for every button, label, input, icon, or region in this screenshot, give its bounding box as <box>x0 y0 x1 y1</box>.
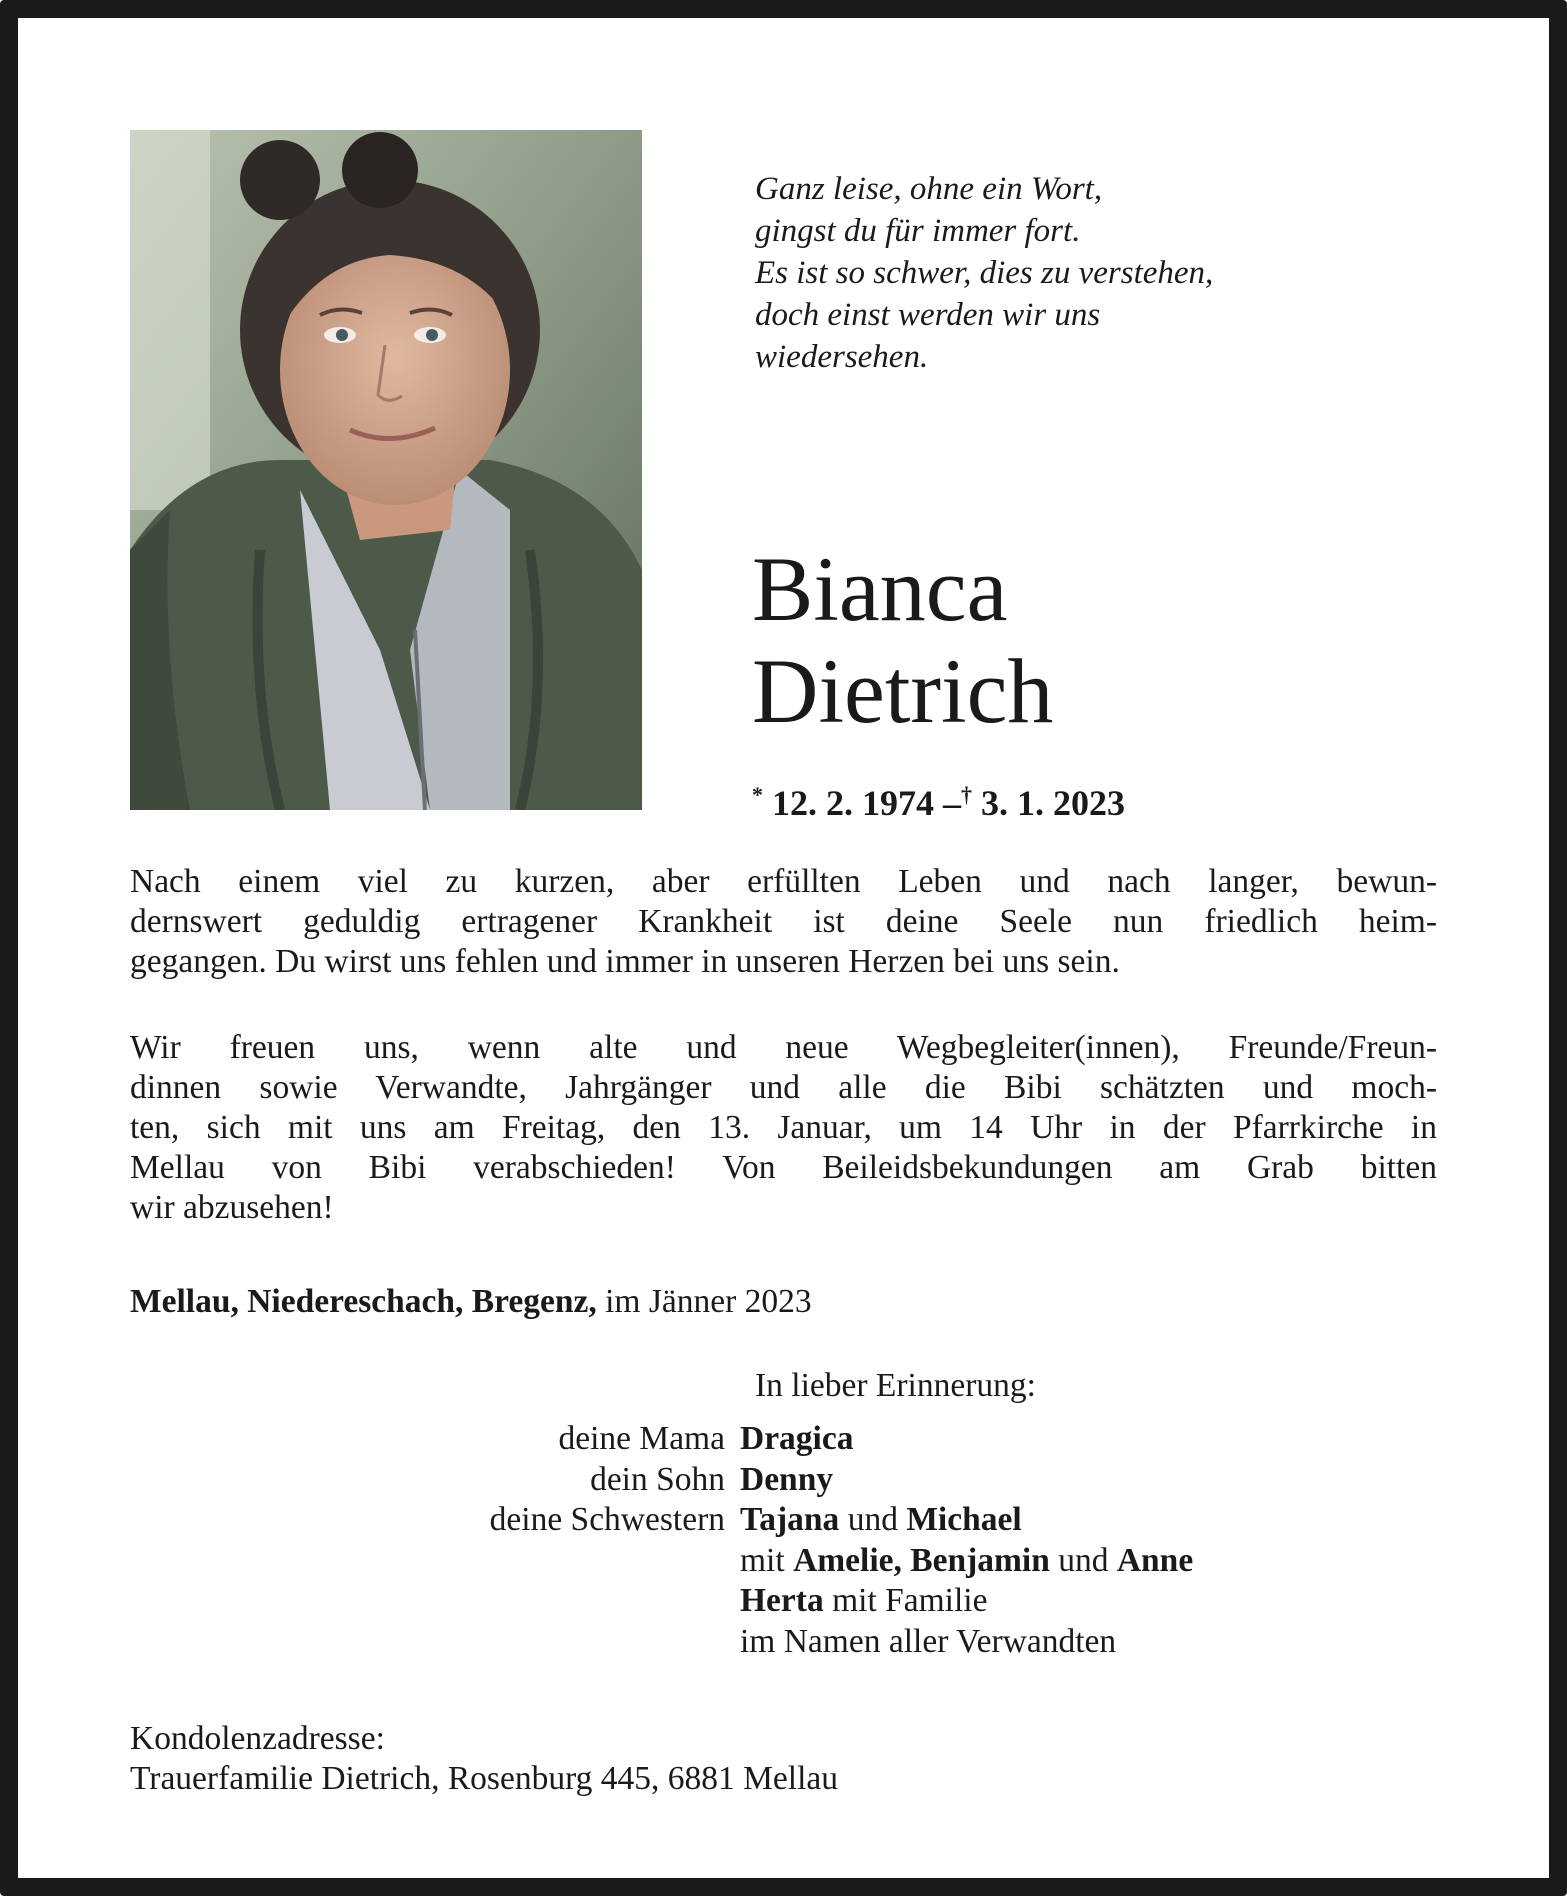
text-line: ten, sich mit uns am Freitag, den 13. Januar, um 14 Uhr in der Pfarrkirche in <box>130 1109 1437 1146</box>
text-line: Wir freuen uns, wenn alte und neue Wegbegleiter(innen), Freunde/Freun- <box>130 1029 1437 1066</box>
poem-line: Ganz leise, ohne ein Wort, <box>755 171 1103 207</box>
connector: im Namen aller Verwandten <box>740 1622 1117 1660</box>
birth-mark: * <box>752 782 763 807</box>
family-name: Amelie, Benjamin <box>793 1541 1050 1579</box>
condolence-text: Trauerfamilie Dietrich, Rosenburg 445, 6881 Mellau <box>130 1760 839 1797</box>
relation <box>380 1622 740 1663</box>
text-line: Nach einem viel zu kurzen, aber erfüllten Leben und nach langer, bewun- <box>130 863 1437 900</box>
condolence-label: Kondolenzadresse: <box>130 1720 385 1757</box>
month-year: im Jänner 2023 <box>596 1283 812 1320</box>
places: Mellau, Niedereschach, Bregenz, <box>130 1283 597 1320</box>
text-line: dernswert geduldig ertragener Krankheit ist deine Seele nun friedlich heim- <box>130 903 1437 940</box>
poem-line: gingst du für immer fort. <box>755 213 1081 249</box>
family-name: Dragica <box>740 1420 854 1457</box>
death-date: 3. 1. 2023 <box>981 783 1125 823</box>
paragraph-invitation <box>130 1028 1437 1228</box>
portrait-photo <box>130 130 642 810</box>
birth-date: 12. 2. 1974 <box>772 783 934 823</box>
family-row <box>380 1460 1380 1501</box>
text-line: Mellau von Bibi verabschieden! Von Beileidsbekundungen am Grab bitten <box>130 1149 1437 1186</box>
poem <box>755 168 1315 378</box>
relation: dein Sohn <box>590 1460 725 1498</box>
date-separator: – <box>943 783 961 823</box>
family-name: Michael <box>906 1501 1022 1538</box>
portrait-illustration <box>130 130 642 810</box>
deceased-name <box>752 538 1053 742</box>
life-dates <box>752 782 1125 824</box>
family-name: Herta <box>740 1582 824 1619</box>
poem-line: Es ist so schwer, dies zu verstehen, <box>755 255 1214 291</box>
poem-line: doch einst werden wir uns <box>755 297 1101 333</box>
family-row <box>380 1622 1380 1663</box>
relation <box>380 1581 740 1622</box>
connector: mit Familie <box>823 1582 988 1619</box>
family-row <box>380 1500 1380 1541</box>
text-line: gegangen. Du wirst uns fehlen und immer in unseren Herzen bei uns sein. <box>130 943 1120 980</box>
family-list <box>380 1419 1380 1662</box>
memory-heading: In lieber Erinnerung: <box>755 1367 1036 1404</box>
family-row <box>380 1419 1380 1460</box>
family-name: Denny <box>740 1460 834 1498</box>
paragraph-farewell <box>130 862 1437 982</box>
text-line: wir abzusehen! <box>130 1189 334 1226</box>
relation: deine Mama <box>558 1420 725 1457</box>
condolence-address <box>130 1719 838 1799</box>
connector: und <box>1049 1541 1117 1579</box>
family-name: Anne <box>1116 1541 1194 1579</box>
connector: und <box>839 1501 907 1538</box>
place-date <box>130 1283 812 1321</box>
text-line: dinnen sowie Verwandte, Jahrgänger und alle die Bibi schätzten und moch- <box>130 1069 1437 1106</box>
last-name: Dietrich <box>752 640 1054 742</box>
family-row <box>380 1581 1380 1622</box>
poem-line: wiedersehen. <box>755 339 929 375</box>
family-name: Tajana <box>740 1501 840 1538</box>
family-row <box>380 1541 1380 1582</box>
relation <box>380 1541 740 1582</box>
first-name: Bianca <box>752 538 1008 640</box>
death-mark: † <box>961 782 972 807</box>
connector: mit <box>740 1541 794 1579</box>
relation: deine Schwestern <box>489 1501 725 1538</box>
